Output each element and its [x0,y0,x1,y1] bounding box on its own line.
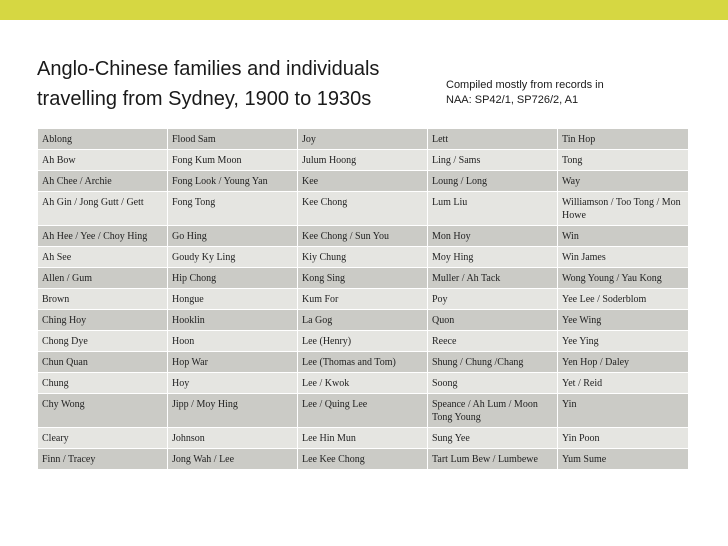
table-row [38,394,689,428]
table-cell: Yee Lee / Soderblom [558,289,689,310]
table-cell: Hooklin [168,310,298,331]
table-cell: Lee Hin Mun [298,428,428,449]
table-row [38,310,689,331]
table-row [38,192,689,226]
table-cell: Brown [38,289,168,310]
table-row [38,449,689,470]
table-cell: Ah Chee / Archie [38,171,168,192]
table-cell: Ah Hee / Yee / Choy Hing [38,226,168,247]
table-cell: Tong [558,150,689,171]
table-cell: Chong Dye [38,331,168,352]
table-cell: Finn / Tracey [38,449,168,470]
table-cell: Hoy [168,373,298,394]
table-cell: Kong Sing [298,268,428,289]
table-cell: Fong Look / Young Yan [168,171,298,192]
table-cell: Yin [558,394,689,428]
table-cell: Speance / Ah Lum / Moon Tong Young [428,394,558,428]
families-table-body [38,129,689,470]
table-cell: Go Hing [168,226,298,247]
table-cell: Ablong [38,129,168,150]
table-row [38,352,689,373]
table-cell: Jipp / Moy Hing [168,394,298,428]
table-cell: Kiy Chung [298,247,428,268]
table-row [38,373,689,394]
table-cell: Win James [558,247,689,268]
table-row [38,226,689,247]
table-cell: Flood Sam [168,129,298,150]
table-cell: Wong Young / Yau Kong [558,268,689,289]
table-row [38,268,689,289]
table-cell: Lee (Henry) [298,331,428,352]
table-cell: Shung / Chung /Chang [428,352,558,373]
table-cell: Chy Wong [38,394,168,428]
table-cell: Yee Wing [558,310,689,331]
slide-title-line-1: Anglo-Chinese families and individuals [37,58,380,80]
table-cell: Julum Hoong [298,150,428,171]
table-cell: Soong [428,373,558,394]
families-table [37,128,689,470]
source-note-line-2: NAA: SP42/1, SP726/2, A1 [446,94,579,106]
table-cell: Hop War [168,352,298,373]
table-cell: Ching Hoy [38,310,168,331]
table-cell: Lee / Kwok [298,373,428,394]
table-cell: Tin Hop [558,129,689,150]
table-cell: Yet / Reid [558,373,689,394]
table-cell: Chun Quan [38,352,168,373]
table-cell: Yin Poon [558,428,689,449]
table-cell: Allen / Gum [38,268,168,289]
table-cell: Lett [428,129,558,150]
table-cell: Lee (Thomas and Tom) [298,352,428,373]
top-accent-band [0,0,728,20]
table-cell: Hip Chong [168,268,298,289]
table-cell: Way [558,171,689,192]
table-cell: Yen Hop / Daley [558,352,689,373]
table-cell: Joy [298,129,428,150]
table-cell: Kee Chong [298,192,428,226]
table-cell: Kee [298,171,428,192]
table-cell: La Gog [298,310,428,331]
table-row [38,428,689,449]
table-cell: Ah See [38,247,168,268]
slide-title-line-2: travelling from Sydney, 1900 to 1930s [37,88,372,110]
table-row [38,171,689,192]
table-cell: Muller / Ah Tack [428,268,558,289]
table-cell: Sung Yee [428,428,558,449]
table-cell: Goudy Ky Ling [168,247,298,268]
table-cell: Ah Gin / Jong Gutt / Gett [38,192,168,226]
table-cell: Poy [428,289,558,310]
table-row [38,247,689,268]
table-cell: Ah Bow [38,150,168,171]
table-row [38,129,689,150]
table-cell: Fong Kum Moon [168,150,298,171]
table-cell: Yum Sume [558,449,689,470]
table-row [38,331,689,352]
table-cell: Cleary [38,428,168,449]
table-cell: Fong Tong [168,192,298,226]
table-cell: Lum Liu [428,192,558,226]
table-cell: Yee Ying [558,331,689,352]
table-cell: Kee Chong / Sun You [298,226,428,247]
table-cell: Lee Kee Chong [298,449,428,470]
table-cell: Ling / Sams [428,150,558,171]
source-note [446,78,686,108]
table-cell: Moy Hing [428,247,558,268]
table-cell: Hoon [168,331,298,352]
table-cell: Williamson / Too Tong / Mon Howe [558,192,689,226]
table-cell: Hongue [168,289,298,310]
table-cell: Lee / Quing Lee [298,394,428,428]
table-row [38,150,689,171]
table-row [38,289,689,310]
source-note-line-1: Compiled mostly from records in [446,79,604,91]
table-cell: Reece [428,331,558,352]
table-cell: Tart Lum Bew / Lumbewe [428,449,558,470]
table-cell: Johnson [168,428,298,449]
table-cell: Quon [428,310,558,331]
slide-title [37,54,437,114]
table-cell: Mon Hoy [428,226,558,247]
table-cell: Loung / Long [428,171,558,192]
table-cell: Kum For [298,289,428,310]
table-cell: Win [558,226,689,247]
table-cell: Jong Wah / Lee [168,449,298,470]
table-cell: Chung [38,373,168,394]
